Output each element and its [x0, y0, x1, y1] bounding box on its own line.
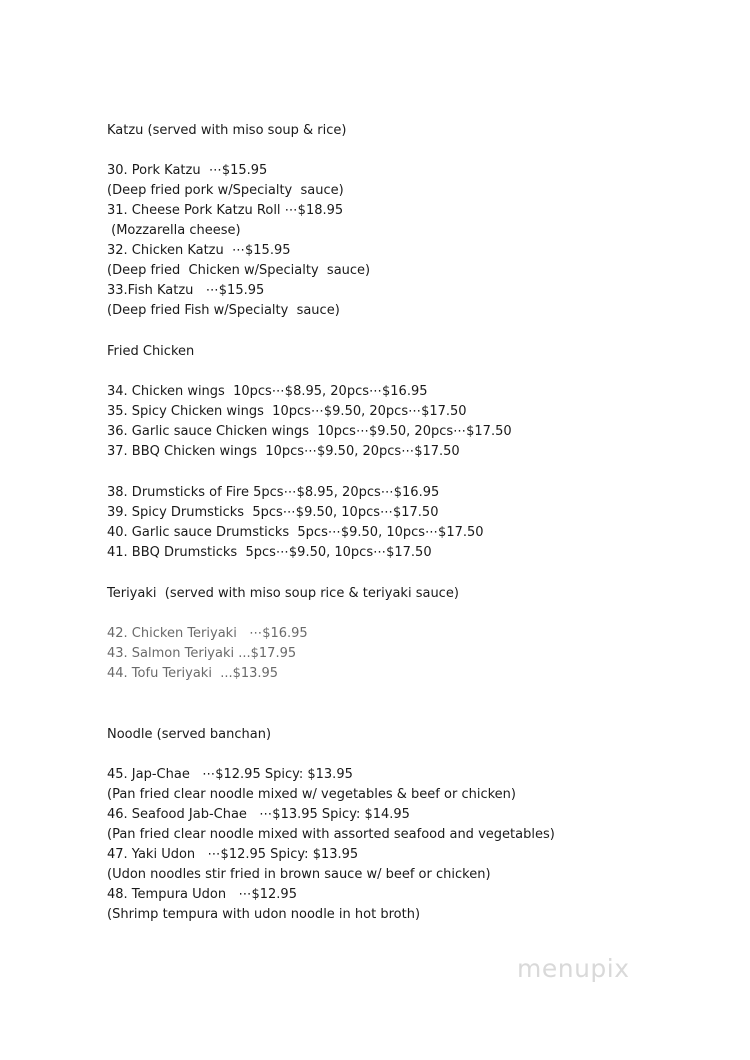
menu-item: 46. Seafood Jab-Chae ⋯$13.95 Spicy: $14.95 [107, 807, 410, 822]
menu-item: 47. Yaki Udon ⋯$12.95 Spicy: $13.95 [107, 847, 359, 862]
katzu-heading: Katzu (served with miso soup & rice) [107, 123, 347, 138]
menu-item: 43. Salmon Teriyaki ...$17.95 [107, 646, 297, 661]
menu-item: 44. Tofu Teriyaki ...$13.95 [107, 666, 279, 681]
menu-item-description: (Deep fried Fish w/Specialty sauce) [107, 303, 340, 318]
teriyaki-heading: Teriyaki (served with miso soup rice & teriyaki sauce) [107, 586, 459, 601]
menu-item: 32. Chicken Katzu ⋯$15.95 [107, 243, 291, 258]
menu-item: 39. Spicy Drumsticks 5pcs⋯$9.50, 10pcs⋯$17.50 [107, 505, 439, 520]
menu-item: 38. Drumsticks of Fire 5pcs⋯$8.95, 20pcs⋯$16.95 [107, 485, 440, 500]
menu-item: 37. BBQ Chicken wings 10pcs⋯$9.50, 20pcs⋯$17.50 [107, 444, 460, 459]
menu-item: 45. Jap-Chae ⋯$12.95 Spicy: $13.95 [107, 767, 353, 782]
menu-item: 34. Chicken wings 10pcs⋯$8.95, 20pcs⋯$16.95 [107, 384, 428, 399]
menu-item: 35. Spicy Chicken wings 10pcs⋯$9.50, 20pcs⋯$17.50 [107, 404, 467, 419]
menu-item-description: (Udon noodles stir fried in brown sauce w/ beef or chicken) [107, 867, 491, 882]
menu-item-description: (Shrimp tempura with udon noodle in hot broth) [107, 907, 421, 922]
menu-item: 30. Pork Katzu ⋯$15.95 [107, 163, 268, 178]
menu-item: 33.Fish Katzu ⋯$15.95 [107, 283, 265, 298]
menu-item-description: (Mozzarella cheese) [107, 223, 241, 238]
menu-item: 48. Tempura Udon ⋯$12.95 [107, 887, 297, 902]
menu-item-description: (Deep fried Chicken w/Specialty sauce) [107, 263, 371, 278]
watermark-logo: menupix [517, 954, 630, 983]
menu-item: 31. Cheese Pork Katzu Roll ⋯$18.95 [107, 203, 344, 218]
menu-item: 42. Chicken Teriyaki ⋯$16.95 [107, 626, 308, 641]
menu-item: 41. BBQ Drumsticks 5pcs⋯$9.50, 10pcs⋯$17.50 [107, 545, 432, 560]
menu-item-description: (Pan fried clear noodle mixed w/ vegetables & beef or chicken) [107, 787, 516, 802]
noodle-heading: Noodle (served banchan) [107, 727, 272, 742]
fried-chicken-heading: Fried Chicken [107, 344, 195, 359]
menu-item-description: (Pan fried clear noodle mixed with assorted seafood and vegetables) [107, 827, 555, 842]
menu-item: 36. Garlic sauce Chicken wings 10pcs⋯$9.50, 20pcs⋯$17.50 [107, 424, 512, 439]
menu-item-description: (Deep fried pork w/Specialty sauce) [107, 183, 344, 198]
menu-item: 40. Garlic sauce Drumsticks 5pcs⋯$9.50, 10pcs⋯$17.50 [107, 525, 484, 540]
